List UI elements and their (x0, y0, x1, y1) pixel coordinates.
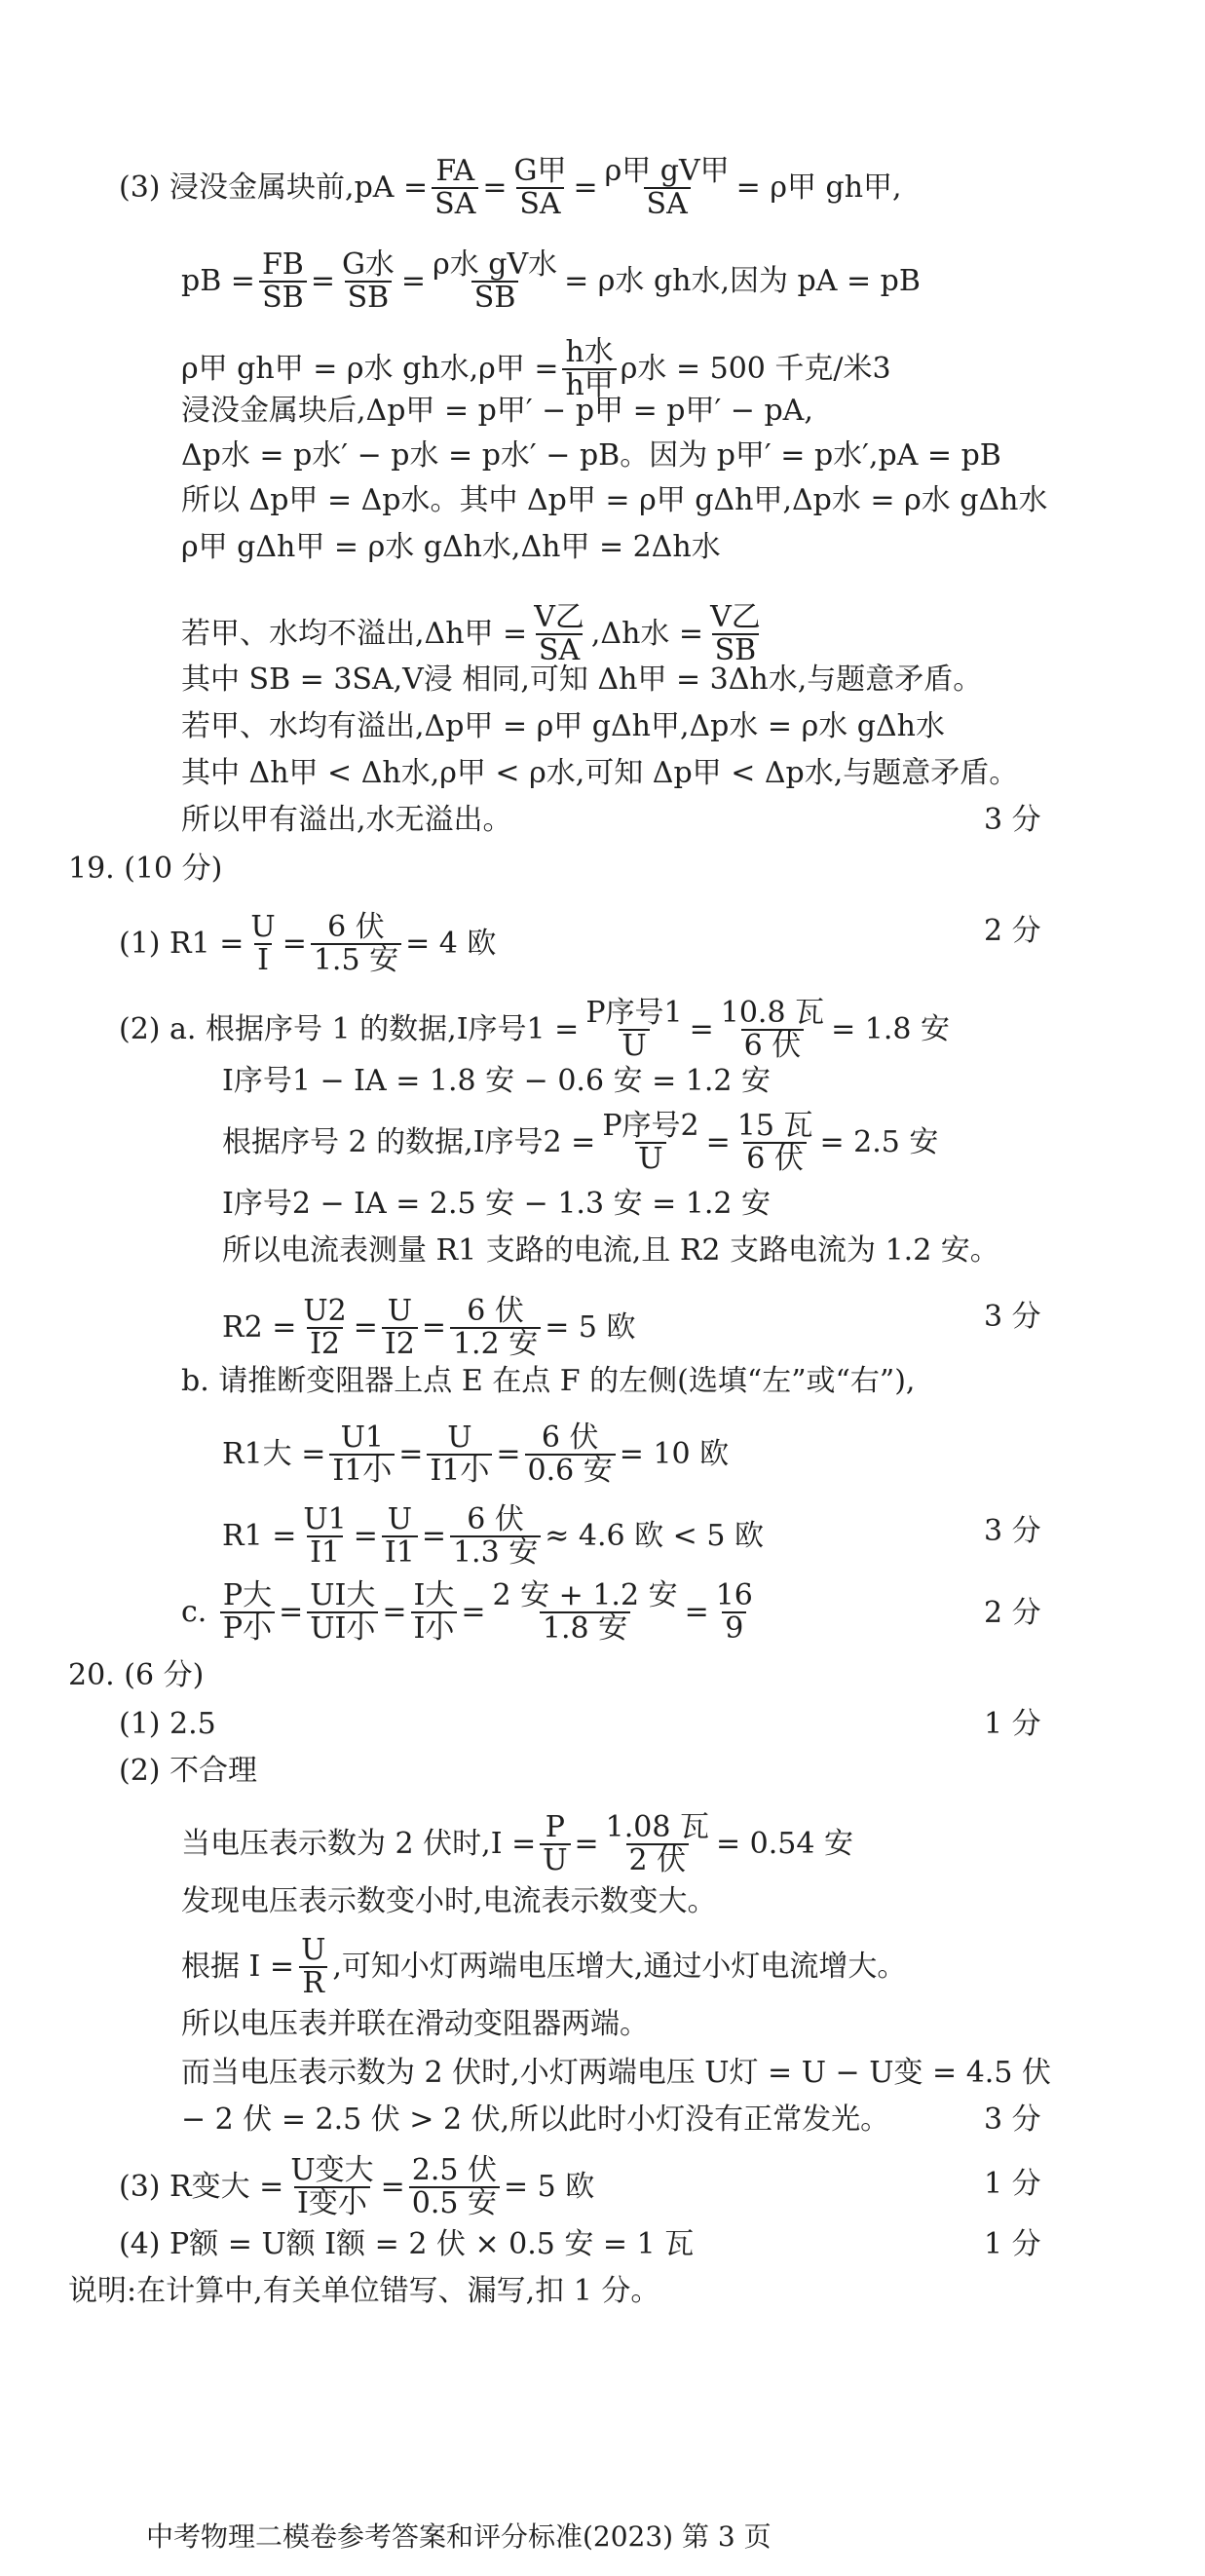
q19-a1-diff: I序号1 − IA = 1.8 安 − 0.6 安 = 1.2 安 (222, 1064, 772, 1098)
q20-part3-points: 1 分 (984, 2167, 1041, 2201)
q20-part2: (2) 不合理 (119, 1754, 258, 1788)
fraction: 6 伏 1.5 安 (311, 912, 401, 976)
fraction: UI大 UI小 (307, 1580, 378, 1645)
fraction: G甲 SA (513, 154, 567, 221)
q19-a-conclusion: 所以电流表测量 R1 支路的电流,且 R2 支路电流为 1.2 安。 (222, 1233, 999, 1268)
q19-header: 19. (10 分) (68, 852, 223, 886)
q19-part1: (1) R1 = $\frac{U}{I}$ = 6 伏 1.5 安 = 4 欧 (119, 910, 497, 977)
fraction: U I1 (382, 1504, 418, 1569)
q19-b2-line: R1 = $\frac{U1}{I1}$ = U I1 = 6 伏 1.3 安 ≈ 4.6 欧 < 5 欧 (222, 1502, 764, 1570)
fraction: I大 I小 (411, 1580, 458, 1645)
q20-part2-points: 3 分 (984, 2102, 1041, 2137)
q19-part1-points: 2 分 (984, 914, 1041, 948)
fraction: U I1小 (427, 1422, 492, 1487)
q19-c-line: c. P大 P小 = UI大 UI小 = I大 I小 = 2 安 + 1.2 安 1.8 安 = 16 9 (181, 1580, 760, 1645)
fraction: V乙 SA (534, 600, 584, 667)
q19-r2-line: R2 = $\frac{U2}{I2}$ = U I2 = 6 伏 1.2 安 = 5 欧 (222, 1294, 636, 1361)
q19-b-points: 3 分 (984, 1514, 1041, 1548)
fraction: $\frac{FB}{SB}$ (259, 249, 307, 314)
q20-result-line: − 2 伏 = 2.5 伏 > 2 伏,所以此时小灯没有正常发光。 (181, 2102, 890, 2137)
fraction: G水 SB (341, 247, 395, 315)
fraction: 2.5 伏 0.5 安 (409, 2155, 500, 2219)
fraction: $\frac{U}{R}$ (301, 1933, 326, 2000)
fraction: 15 瓦 6 伏 (736, 1109, 813, 1176)
q19-a-points: 3 分 (984, 1300, 1041, 1334)
q20-header: 20. (6 分) (68, 1658, 205, 1692)
fraction: $\frac{U2}{I2}$ (303, 1294, 347, 1361)
fraction: h水 h甲 (562, 337, 616, 401)
q19-part2a-line2: 根据序号 2 的数据,I序号2 = P序号2 U = 15 瓦 6 伏 = 2.5 安 (222, 1109, 939, 1176)
q18-after-line: 浸没金属块后,Δp甲 = p甲′ − p甲 = p甲′ − pA, (181, 394, 813, 428)
q18-pb-line: pB = $\frac{FB}{SB}$ = G水 SB = ρ水 gV水 SB = ρ水 gh水,因为 pA = pB (181, 247, 921, 315)
fraction: V乙 SB (710, 600, 761, 667)
fraction: P大 P小 (220, 1580, 275, 1645)
fraction: 6 伏 1.2 安 (450, 1296, 541, 1360)
q20-part3: (3) R变大 = U变大 I变小 = 2.5 伏 0.5 安 = 5 欧 (119, 2153, 595, 2220)
fraction: P序号2 U (602, 1109, 699, 1176)
q20-part4-points: 1 分 (984, 2227, 1041, 2261)
q20-observe-line: 发现电压表示数变小时,电流表示数变大。 (181, 1884, 717, 1918)
fraction: 1.08 瓦 2 伏 (605, 1810, 709, 1877)
fraction: 6 伏 1.3 安 (450, 1504, 541, 1569)
q18-overflow-line: 若甲、水均有溢出,Δp甲 = ρ甲 gΔh甲,Δp水 = ρ水 gΔh水 (181, 709, 945, 743)
q18-sb-line: 其中 SB = 3SA,V浸 相同,可知 Δh甲 = 3Δh水,与题意矛盾。 (181, 663, 983, 697)
q18-so-line: 所以 Δp甲 = Δp水。其中 Δp甲 = ρ甲 gΔh甲,Δp水 = ρ水 gΔh水 (181, 483, 1048, 517)
q19-part2a-line1: (2) a. 根据序号 1 的数据,I序号1 = P序号1 U = 10.8 瓦 6 伏 = 1.8 安 (119, 996, 951, 1063)
q19-b1-line: R1大 = U1 I1小 = U I1小 = 6 伏 0.6 安 = 10 欧 (222, 1421, 730, 1488)
fraction: P序号1 U (585, 996, 683, 1063)
q20-part1: (1) 2.5 (119, 1707, 216, 1741)
fraction: U变大 I变小 (290, 2153, 374, 2220)
q20-ohm-line: 根据 I = $\frac{U}{R}$ ,可知小灯两端电压增大,通过小灯电流增大。 (181, 1933, 907, 2000)
page-footer: 中考物理二模卷参考答案和评分标准(2023) 第 3 页 (146, 2520, 772, 2553)
q19-c-points: 2 分 (984, 1596, 1041, 1630)
fraction: $\frac{U1}{I1}$ (303, 1502, 347, 1570)
q19-b-line: b. 请推断变阻器上点 E 在点 F 的左侧(选填“左”或“右”), (181, 1364, 916, 1398)
q18-before-line: (3) 浸没金属块前, pA = $\frac{FA}{SA}$ = G甲 SA = ρ甲 gV甲 SA = ρ甲 gh甲, (119, 154, 902, 221)
q18-rho2-line: ρ甲 gΔh甲 = ρ水 gΔh水,Δh甲 = 2Δh水 (181, 530, 721, 564)
q20-voltage-line: 而当电压表示数为 2 伏时,小灯两端电压 U灯 = U − U变 = 4.5 伏 (181, 2056, 1051, 2090)
fraction: $\frac{U}{I}$ (250, 910, 276, 977)
fraction: 10.8 瓦 6 伏 (720, 996, 825, 1063)
q18-dpw-line: Δp水 = p水′ − p水 = p水′ − pB。因为 p甲′ = p水′,pA = pB (181, 438, 1001, 473)
q19-a2-diff: I序号2 − IA = 2.5 安 − 1.3 安 = 1.2 安 (222, 1187, 772, 1221)
fraction: ρ甲 gV甲 SA (604, 154, 730, 221)
q20-part4: (4) P额 = U额 I额 = 2 伏 × 0.5 安 = 1 瓦 (119, 2227, 695, 2261)
q20-part1-points: 1 分 (984, 1707, 1041, 1741)
grading-note: 说明:在计算中,有关单位错写、漏写,扣 1 分。 (68, 2274, 660, 2308)
fraction: 6 伏 0.6 安 (525, 1422, 616, 1487)
q18-dh-line: 其中 Δh甲 < Δh水,ρ甲 < ρ水,可知 Δp甲 < Δp水,与题意矛盾。 (181, 756, 1019, 790)
fraction: $\frac{P}{U}$ (540, 1812, 570, 1876)
q20-current-line: 当电压表示数为 2 伏时,I = $\frac{P}{U}$ = 1.08 瓦 2 伏 = 0.54 安 (181, 1810, 854, 1877)
q18-part3-label: (3) (119, 170, 161, 205)
fraction: U I2 (382, 1296, 418, 1360)
fraction: 16 9 (715, 1578, 753, 1646)
q18-points: 3 分 (984, 803, 1041, 837)
fraction: U1 I1小 (329, 1422, 395, 1487)
fraction: 2 安 + 1.2 安 1.8 安 (492, 1578, 678, 1646)
q18-conclusion-line: 所以甲有溢出,水无溢出。 (181, 803, 512, 837)
q18-no-overflow-line: 若甲、水均不溢出,Δh甲 = V乙 SA ,Δh水 = V乙 SB (181, 602, 768, 666)
fraction: $\frac{FA}{SA}$ (432, 156, 478, 220)
fraction: ρ水 gV水 SB (433, 247, 558, 315)
q18-rho-line: ρ甲 gh甲 = ρ水 gh水,ρ甲 = h水 h甲 ρ水 = 500 千克/米3 (181, 335, 891, 402)
q20-parallel-line: 所以电压表并联在滑动变阻器两端。 (181, 2007, 649, 2041)
